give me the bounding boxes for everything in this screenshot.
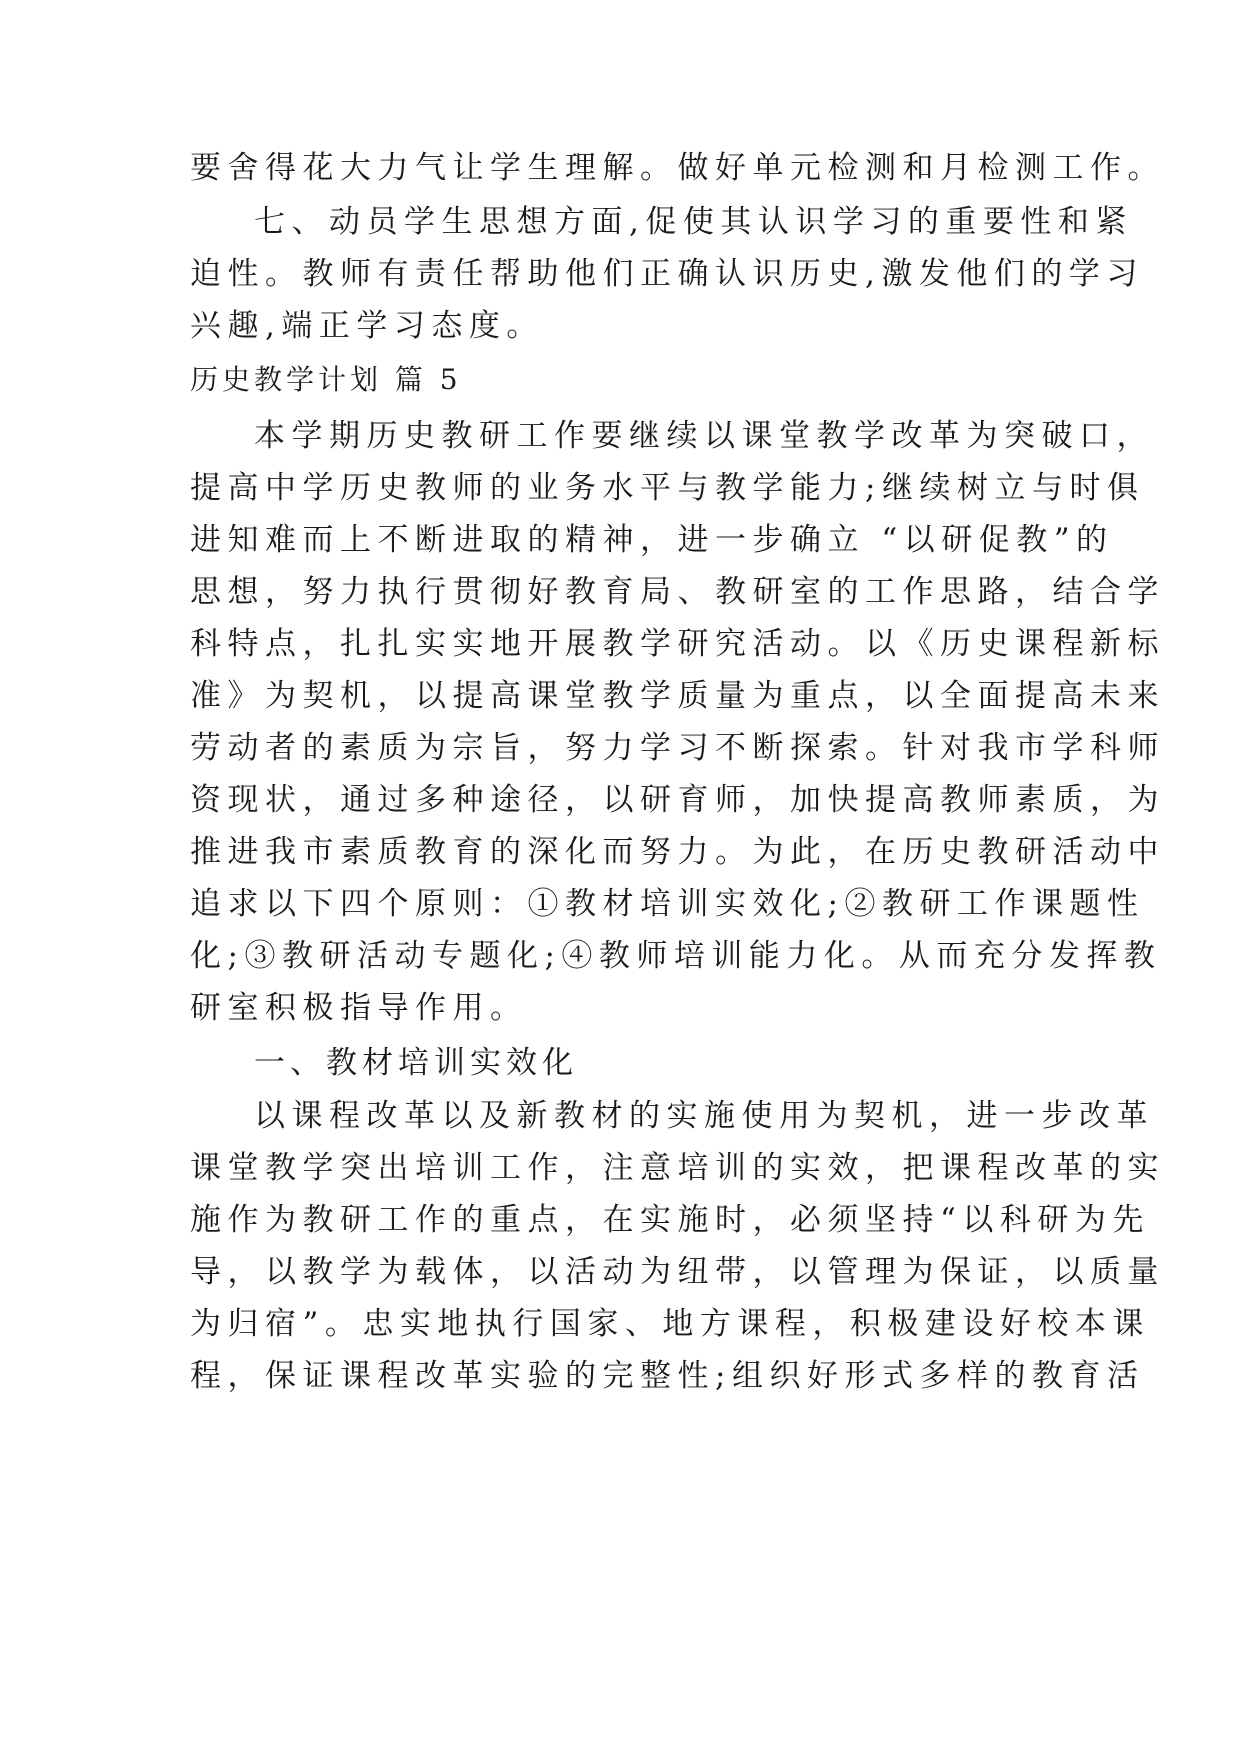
text-line: 劳动者的素质为宗旨，努力学习不断探索。针对我市学科师 — [190, 730, 1165, 766]
text-line: 研室积极指导作用。 — [190, 990, 528, 1026]
text-line: 推进我市素质教育的深化而努力。为此，在历史教研活动中 — [190, 834, 1165, 870]
subheading: 一、教材培训实效化 — [254, 1045, 578, 1081]
text-line: 准》为契机，以提高课堂教学质量为重点，以全面提高未来 — [190, 678, 1165, 714]
text-line: 科特点，扎扎实实地开展教学研究活动。以《历史课程新标 — [190, 626, 1165, 662]
text-line: 兴趣,端正学习态度。 — [190, 308, 544, 344]
text-line: 导，以教学为载体，以活动为纽带，以管理为保证，以质量 — [190, 1254, 1165, 1290]
text-line: 要舍得花大力气让学生理解。做好单元检测和月检测工作。 — [190, 150, 1165, 186]
text-line: 施作为教研工作的重点，在实施时，必须坚持“以科研为先 — [190, 1202, 1150, 1238]
text-line: 程，保证课程改革实验的完整性;组织好形式多样的教育活 — [190, 1358, 1145, 1394]
text-line: 进知难而上不断进取的精神，进一步确立 “以研促教”的 — [190, 522, 1114, 558]
text-line: 以课程改革以及新教材的实施使用为契机，进一步改革 — [254, 1098, 1154, 1134]
section-title: 历史教学计划 篇 5 — [190, 363, 462, 396]
text-line: 迫性。教师有责任帮助他们正确认识历史,激发他们的学习 — [190, 256, 1144, 292]
text-line: 提高中学历史教师的业务水平与教学能力;继续树立与时俱 — [190, 470, 1145, 506]
text-line: 七、动员学生思想方面,促使其认识学习的重要性和紧 — [254, 204, 1133, 240]
text-line: 为归宿”。忠实地执行国家、地方课程，积极建设好校本课 — [190, 1306, 1150, 1342]
text-line: 本学期历史教研工作要继续以课堂教学改革为突破口， — [254, 418, 1154, 454]
text-line: 化;③教研活动专题化;④教师培训能力化。从而充分发挥教 — [190, 938, 1162, 974]
text-line: 课堂教学突出培训工作，注意培训的实效，把课程改革的实 — [190, 1150, 1165, 1186]
text-line: 资现状，通过多种途径，以研育师，加快提高教师素质，为 — [190, 782, 1165, 818]
text-line: 追求以下四个原则：①教材培训实效化;②教研工作课题性 — [190, 886, 1145, 922]
text-line: 思想，努力执行贯彻好教育局、教研室的工作思路，结合学 — [190, 574, 1165, 610]
